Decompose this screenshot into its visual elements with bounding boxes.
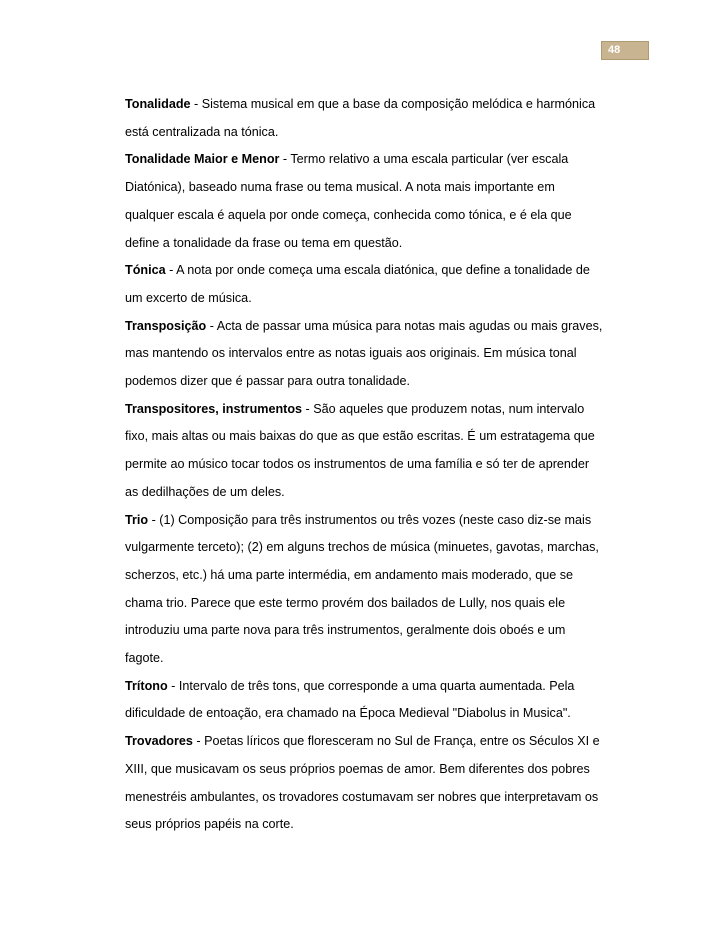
glossary-definition: - Acta de passar uma música para notas mais agudas ou mais graves, mas mantendo os intervalos entre as notas iguais aos originais. Em música tonal podemos dizer que é passar para outra tonalidade. (125, 318, 603, 389)
glossary-entry-trio (125, 507, 605, 673)
glossary-term: Tonalidade (125, 97, 191, 111)
glossary-entry-tritono (125, 673, 605, 728)
glossary-definition: - A nota por onde começa uma escala diatónica, que define a tonalidade de um excerto de música. (125, 263, 590, 305)
glossary-definition: - Termo relativo a uma escala particular (ver escala Diatónica), baseado numa frase ou tema musical. A nota mais importante em qualquer escala é aquela por onde começa, conhecida como tónica, e é ela que define a tonalidade da frase ou tema em questão. (125, 152, 572, 250)
glossary-definition: - Poetas líricos que floresceram no Sul de França, entre os Séculos XI e XIII, que musicavam os seus próprios poemas de amor. Bem diferentes dos pobres menestréis ambulantes, os trovadores costumavam ser nobres que interpretavam os seus próprios papéis na corte. (125, 734, 600, 832)
glossary-term: Trovadores (125, 734, 193, 749)
glossary-term: Trítono (125, 678, 168, 693)
glossary-entry-transpositores (125, 396, 605, 507)
glossary-term: Transposição (125, 318, 207, 333)
glossary-definition: - Intervalo de três tons, que corresponde a uma quarta aumentada. Pela dificuldade de entoação, era chamado na Época Medieval "Diabolus in Musica". (125, 678, 575, 721)
glossary-term: Transpositores, instrumentos (125, 401, 303, 416)
glossary-content (125, 91, 605, 839)
glossary-entry-tonalidade-maior-menor (125, 146, 605, 257)
glossary-entry-transposicao (125, 313, 605, 396)
glossary-definition: - (1) Composição para três instrumentos ou três vozes (neste caso diz-se mais vulgarmente terceto); (2) em alguns trechos de música (minuetes, gavotas, marchas, scherzos, etc.) há uma parte intermédia, em andamento mais moderado, que se chama trio. Parece que este termo provém dos bailados de Lully, nos quais ele introduziu uma parte nova para três instrumentos, geralmente dois oboés e um fagote. (125, 512, 599, 666)
glossary-entry-tonalidade (125, 91, 605, 146)
glossary-entry-tonica (125, 257, 605, 312)
page-number-badge: 48 (601, 41, 649, 60)
glossary-term: Tonalidade Maior e Menor (125, 152, 280, 167)
glossary-entry-trovadores (125, 728, 605, 839)
glossary-term: Trio (125, 512, 149, 527)
glossary-term: Tónica (125, 263, 166, 278)
glossary-definition: - São aqueles que produzem notas, num intervalo fixo, mais altas ou mais baixas do que as que estão escritas. É um estratagema que permite ao músico tocar todos os instrumentos de uma família e só ter de aprender as dedilhações de um deles. (125, 401, 595, 499)
glossary-definition: - Sistema musical em que a base da composição melódica e harmónica está centralizada na tónica. (125, 97, 596, 139)
